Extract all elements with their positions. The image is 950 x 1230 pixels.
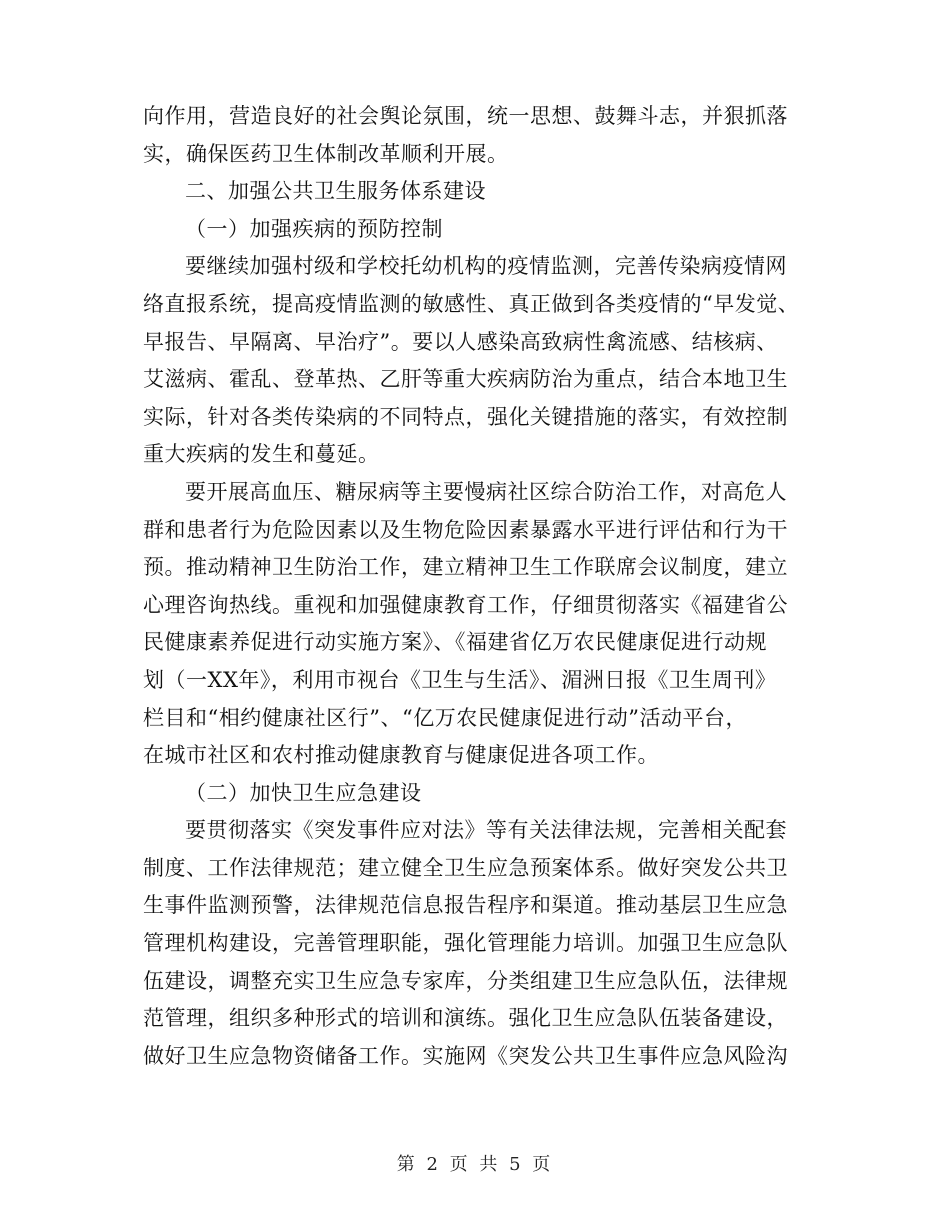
text-line: 做好卫生应急物资储备工作。实施网《突发公共卫生事件应急风险沟 xyxy=(143,1043,788,1068)
text-line: 制度、工作法律规范；建立健全卫生应急预案体系。做好突发公共卫 xyxy=(143,855,788,880)
text-line: 艾滋病、霍乱、登革热、乙肝等重大疾病防治为重点，结合本地卫生 xyxy=(143,367,788,392)
text-line: 管理机构建设，完善管理职能，强化管理能力培训。加强卫生应急队 xyxy=(143,931,788,956)
text-line: 要开展高血压、糖尿病等主要慢病社区综合防治工作，对高危人 xyxy=(185,479,787,504)
text-line: 实，确保医药卫生体制改革顺利开展。 xyxy=(143,141,509,166)
text-line: 民健康素养促进行动实施方案》、《福建省亿万农民健康促进行动规 xyxy=(143,630,767,655)
text-line: 向作用，营造良好的社会舆论氛围，统一思想、鼓舞斗志，并狠抓落 xyxy=(143,104,788,128)
text-line: 划（一XX年》，利用市视台《卫生与生活》、湄洲日报《卫生周刊》 xyxy=(143,667,777,692)
text-line: 预。推动精神卫生防治工作，建立精神卫生工作联席会议制度，建立 xyxy=(143,555,788,580)
text-line: 重大疾病的发生和蔓延。 xyxy=(143,442,380,467)
text-line: 群和患者行为危险因素以及生物危险因素暴露水平进行评估和行为干 xyxy=(143,517,788,542)
text-line: 生事件监测预警，法律规范信息报告程序和渠道。推动基层卫生应急 xyxy=(143,893,788,918)
text-line: 要继续加强村级和学校托幼机构的疫情监测，完善传染病疫情网 xyxy=(185,254,787,279)
text-line: 心理咨询热线。重视和加强健康教育工作，仔细贯彻落实《福建省公 xyxy=(143,592,788,617)
text-line: 络直报系统，提高疫情监测的敏感性、真正做到各类疫情的“早发觉、 xyxy=(143,291,800,316)
text-line: 栏目和“相约健康社区行”、“亿万农民健康促进行动”活动平台， xyxy=(143,705,747,730)
text-line: （二）加快卫生应急建设 xyxy=(185,780,422,805)
body-text xyxy=(143,98,803,1075)
text-line: 伍建设，调整充实卫生应急专家库，分类组建卫生应急队伍，法律规 xyxy=(143,968,788,993)
text-line: 早报告、早隔离、早治疗”。要以人感染高致病性禽流感、结核病、 xyxy=(143,329,778,354)
text-line: 要贯彻落实《突发事件应对法》等有关法律法规，完善相关配套 xyxy=(185,818,787,843)
text-line: 范管理，组织多种形式的培训和演练。强化卫生应急队伍装备建设， xyxy=(143,1006,788,1031)
text-line: （一）加强疾病的预防控制 xyxy=(185,216,443,241)
text-line: 实际，针对各类传染病的不同特点，强化关键措施的落实，有效控制 xyxy=(143,404,788,429)
text-line: 在城市社区和农村推动健康教育与健康促进各项工作。 xyxy=(143,743,659,768)
text-line: 二、加强公共卫生服务体系建设 xyxy=(185,179,486,204)
page-number-footer: 第 2 页 共 5 页 xyxy=(396,1154,554,1175)
